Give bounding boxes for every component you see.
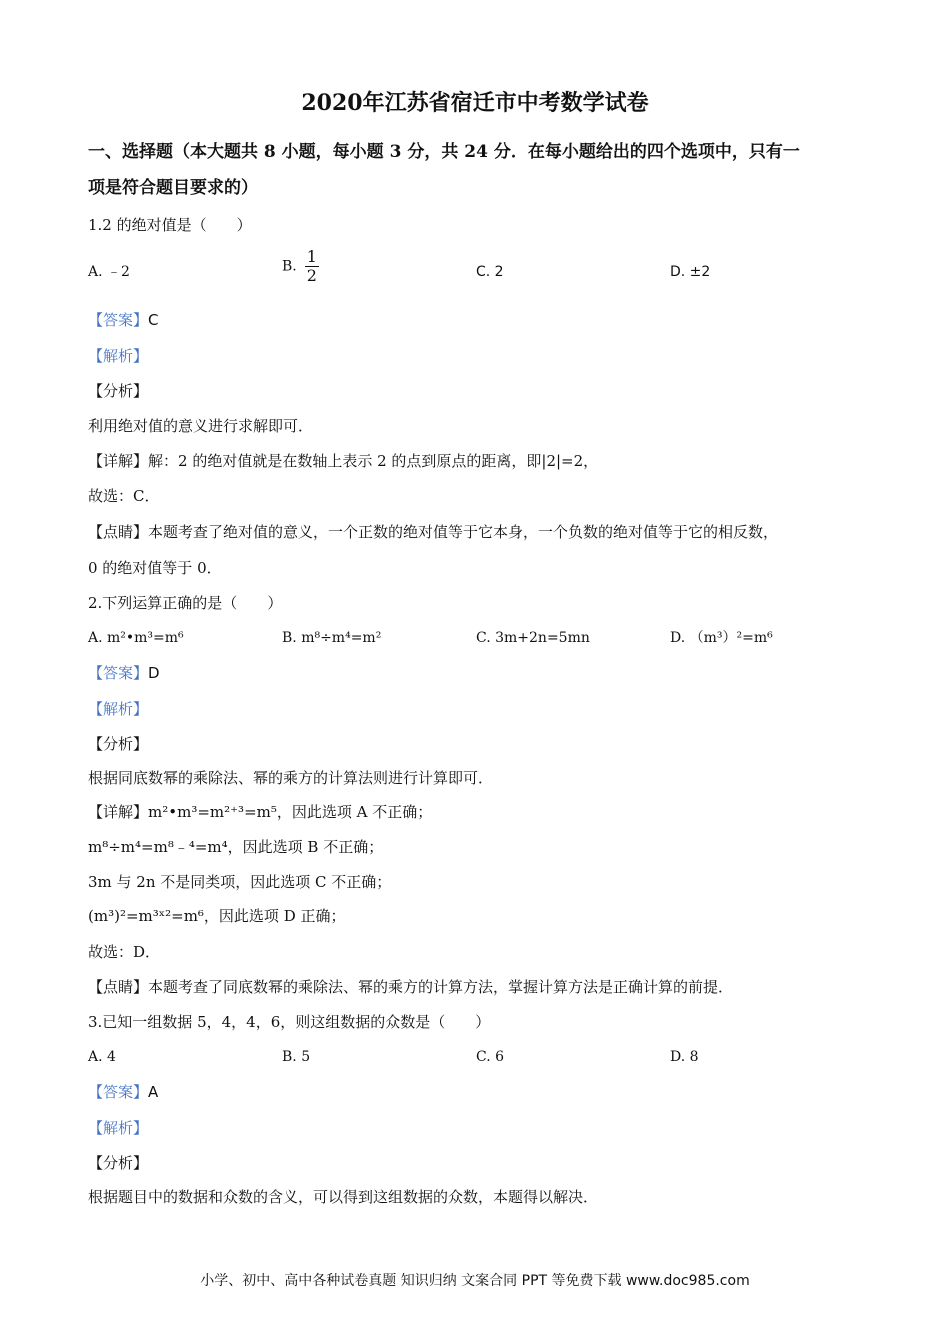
q2-analysis-label: 【解析】 (88, 700, 149, 718)
answer-label: 【答案】 (88, 1083, 149, 1101)
q2-detail (88, 802, 432, 822)
q1-option-d: D. ±2 (670, 264, 711, 280)
answer-value: D (148, 664, 160, 682)
section-heading-line1: 一、选择题（本大题共 8 小题，每小题 3 分，共 24 分．在每小题给出的四个选项中，只有一 (88, 142, 800, 162)
dianjing-label: 【点睛】 (88, 978, 149, 996)
dianjing-label: 【点睛】 (88, 523, 149, 541)
q2-detail-2: m⁸÷m⁴=m⁸﹣⁴=m⁴，因此选项 B 不正确； (88, 838, 384, 856)
q1-answer (88, 310, 159, 330)
q1-dianjing-cont: 0 的绝对值等于 0． (88, 559, 222, 577)
q2-stem: 2.下列运算正确的是（ ） (88, 594, 283, 612)
q1-option-c: C. 2 (476, 264, 504, 280)
page-title: 2020年江苏省宿迁市中考数学试卷 (301, 90, 649, 116)
fraction-denominator: 2 (306, 266, 317, 285)
q2-fenxi-text: 根据同底数幂的乘除法、幂的乘方的计算法则进行计算即可． (88, 769, 494, 787)
q3-stem: 3.已知一组数据 5，4，4，6，则这组数据的众数是（ ） (88, 1013, 491, 1031)
q2-option-b: B. m⁸÷m⁴=m² (282, 630, 382, 646)
q2-dianjing (88, 977, 733, 997)
answer-value: A (148, 1083, 159, 1101)
page-footer: 小学、初中、高中各种试卷真题 知识归纳 文案合同 PPT 等免费下载 www.doc985.com (200, 1273, 750, 1289)
q3-fenxi-text: 根据题目中的数据和众数的含义，可以得到这组数据的众数，本题得以解决． (88, 1188, 599, 1206)
fraction-numerator: 1 (306, 247, 317, 266)
q2-detail-4: (m³)²=m³ˣ²=m⁶，因此选项 D 正确； (88, 907, 346, 925)
q2-detail-3: 3m 与 2n 不是同类项，因此选项 C 不正确； (88, 873, 392, 891)
q3-option-b: B. 5 (282, 1049, 311, 1065)
detail-text: 解：2 的绝对值就是在数轴上表示 2 的点到原点的距离，即|2|=2， (148, 452, 599, 470)
q3-option-a: A. 4 (88, 1049, 116, 1065)
detail-text: m²•m³=m²⁺³=m⁵，因此选项 A 不正确； (148, 803, 433, 821)
detail-label: 【详解】 (88, 452, 149, 470)
q2-option-d: D. （m³）²=m⁶ (670, 630, 773, 646)
q1-dianjing (88, 522, 778, 542)
q1-option-b-prefix: B. (282, 258, 297, 275)
dianjing-text: 本题考查了绝对值的意义，一个正数的绝对值等于它本身，一个负数的绝对值等于它的相反数， (148, 523, 779, 541)
answer-value: C (148, 311, 159, 329)
q2-answer (88, 663, 160, 683)
q1-option-b (282, 248, 319, 285)
answer-label: 【答案】 (88, 311, 149, 329)
section-heading-line2: 项是符合题目要求的） (88, 178, 258, 198)
q2-option-a: A. m²•m³=m⁶ (88, 630, 184, 646)
q1-option-b-fraction (305, 248, 319, 285)
q3-option-d: D. 8 (670, 1049, 699, 1065)
detail-label: 【详解】 (88, 803, 149, 821)
q1-option-a: A. ﹣2 (88, 264, 130, 280)
q2-option-c: C. 3m+2n=5mn (476, 630, 590, 646)
dianjing-text: 本题考查了同底数幂的乘除法、幂的乘方的计算方法，掌握计算方法是正确计算的前提． (148, 978, 734, 996)
q3-option-c: C. 6 (476, 1049, 505, 1065)
q1-stem: 1.2 的绝对值是（ ） (88, 216, 252, 234)
q3-fenxi-label: 【分析】 (88, 1154, 149, 1172)
q1-fenxi-label: 【分析】 (88, 382, 149, 400)
q3-analysis-label: 【解析】 (88, 1119, 149, 1137)
q1-choose: 故选：C． (88, 487, 160, 505)
q3-answer (88, 1082, 158, 1102)
answer-label: 【答案】 (88, 664, 149, 682)
q1-analysis-label: 【解析】 (88, 347, 149, 365)
q1-detail (88, 451, 598, 471)
q2-fenxi-label: 【分析】 (88, 735, 149, 753)
q1-fenxi-text: 利用绝对值的意义进行求解即可． (88, 417, 314, 435)
q2-choose: 故选：D． (88, 943, 161, 961)
